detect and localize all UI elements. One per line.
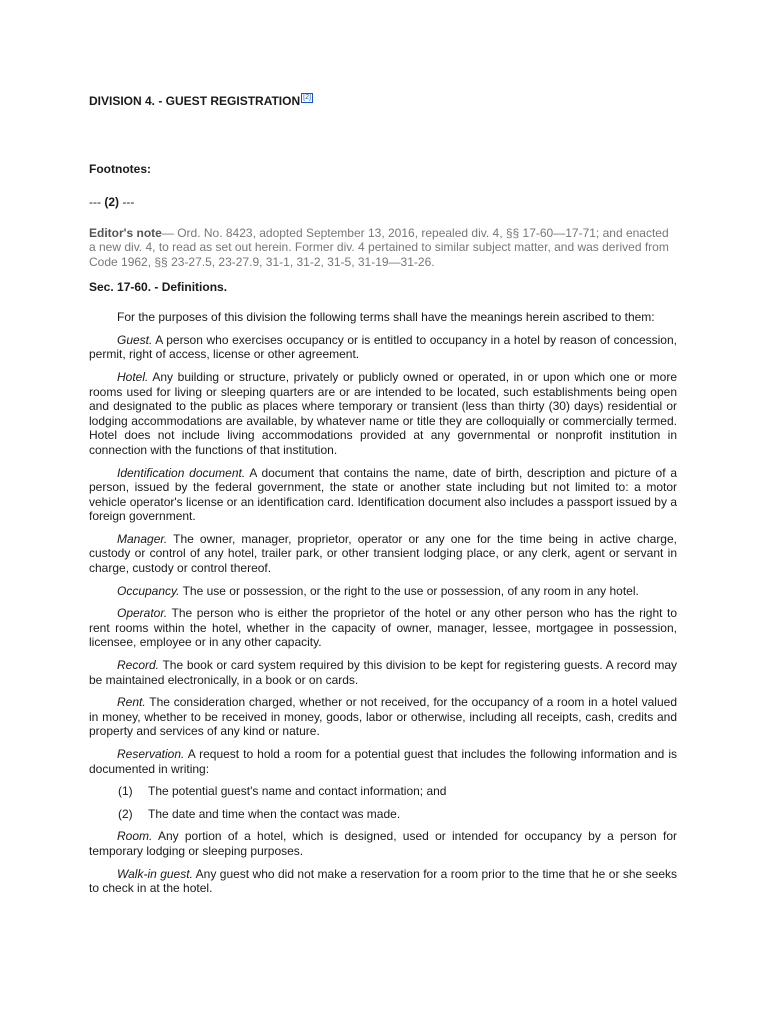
definition-text: The owner, manager, proprietor, operator or any one for the time being in active charge, custody or control of any hotel, trailer park, or other transient lodging place, or any clerk, agent or servant in charge, custody or control thereof.: [89, 531, 677, 576]
definition-term: Operator.: [117, 606, 168, 621]
list-number: (1): [118, 784, 133, 799]
definition-text: A document that contains the name, date of birth, description and picture of a person, issued by the federal government, the state or another state including but not limited to: a motor vehicle operator's license or an identification card. Identification document also includes a passport issued by a foreign government.: [89, 465, 678, 524]
definition-text: The person who is either the proprietor of the hotel or any other person who has the right to rent rooms within the hotel, whether in the capacity of owner, manager, lessee, mortgagee in possession, licensee, employee or in any other capacity.: [89, 606, 677, 650]
definition-rent: [89, 695, 677, 739]
definition-text: Any portion of a hotel, which is designed, used or intended for occupancy by a person for temporary lodging or sleeping purposes.: [89, 829, 677, 858]
section-intro: For the purposes of this division the following terms shall have the meanings herein ascribed to them:: [117, 310, 655, 325]
definition-term: Identification document.: [117, 465, 246, 480]
definition-term: Record.: [117, 658, 160, 673]
definition-term: Hotel.: [117, 369, 149, 384]
editors-note: [89, 226, 677, 270]
reservation-item: [89, 807, 677, 822]
reservation-item: [89, 784, 677, 799]
definition-record: [89, 658, 677, 687]
footnote-marker-prefix: ---: [89, 195, 105, 210]
footnotes-heading: Footnotes:: [89, 161, 151, 176]
list-text: The potential guest's name and contact information; and: [148, 784, 447, 799]
footnote-marker: [89, 195, 677, 210]
definition-text: The consideration charged, whether or not received, for the occupancy of a room in a hotel valued in money, whether to be received in money, goods, labor or otherwise, including all receipts, cash, credits and property and services of any kind or nature.: [89, 695, 677, 739]
definition-text: Any building or structure, privately or publicly owned or operated, in or upon which one or more rooms used for living or sleeping quarters are or are intended to be located, such establishments being open and designated to the public as places where temporary or transient (less than thirty (30) days) residential or lodging accommodations are available, by whatever name or title they are colloquially or commercially termed. Hotel does not include living accommodations provided at any governmental or nonprofit institution in connection with the functions of that institution.: [89, 369, 677, 457]
definition-manager: [89, 532, 677, 576]
section-heading: Sec. 17-60. - Definitions.: [89, 279, 228, 294]
definition-guest: [89, 333, 677, 362]
division-title: DIVISION 4. - GUEST REGISTRATION: [89, 94, 301, 108]
definition-operator: [89, 606, 677, 650]
footnote-marker-suffix: ---: [119, 195, 135, 210]
definition-text: A person who exercises occupancy or is entitled to occupancy in a hotel by reason of concession, permit, right of access, license or other agreement.: [89, 332, 677, 362]
definition-text: The use or possession, or the right to the use or possession, of any room in any hotel.: [179, 583, 639, 598]
definition-term: Occupancy.: [117, 583, 180, 598]
editors-note-text: — Ord. No. 8423, adopted September 13, 2016, repealed div. 4, §§ 17-60—17-71; and enacted a new div. 4, to read as set out herein. Former div. 4 pertained to similar subject matter, and was derived from Code 1962, §§ 23-27.5, 23-27.9, 31-1, 31-2, 31-5, 31-19—31-26.: [89, 225, 669, 269]
list-number: (2): [118, 806, 133, 821]
definition-hotel: [89, 370, 677, 458]
definition-walk-in-guest: [89, 867, 677, 896]
definition-room: [89, 829, 677, 858]
division-heading: [89, 94, 677, 109]
editors-note-label: Editor's note: [89, 225, 162, 240]
definitions-list: [89, 333, 677, 896]
definition-text: The book or card system required by this division to be kept for registering guests. A record may be maintained electronically, in a book or on cards.: [89, 658, 677, 687]
definition-term: Guest.: [117, 332, 153, 347]
definition-term: Reservation.: [117, 747, 185, 761]
definition-identification-document: [89, 466, 677, 524]
definition-reservation: [89, 747, 677, 776]
footnote-ref-link[interactable]: [2]: [303, 94, 311, 101]
definition-term: Walk-in guest.: [117, 866, 193, 881]
definition-term: Rent.: [117, 695, 146, 710]
definition-term: Manager.: [117, 531, 168, 546]
definition-text: Any guest who did not make a reservation for a room prior to the time that he or she seeks to check in at the hotel.: [89, 866, 678, 896]
list-text: The date and time when the contact was made.: [148, 806, 401, 821]
definition-term: Room.: [117, 829, 153, 844]
definition-text: A request to hold a room for a potential guest that includes the following information and is documented in writing:: [89, 747, 677, 776]
document-page: [89, 94, 677, 896]
definition-occupancy: [89, 584, 677, 599]
footnote-marker-number[interactable]: (2): [104, 195, 119, 210]
